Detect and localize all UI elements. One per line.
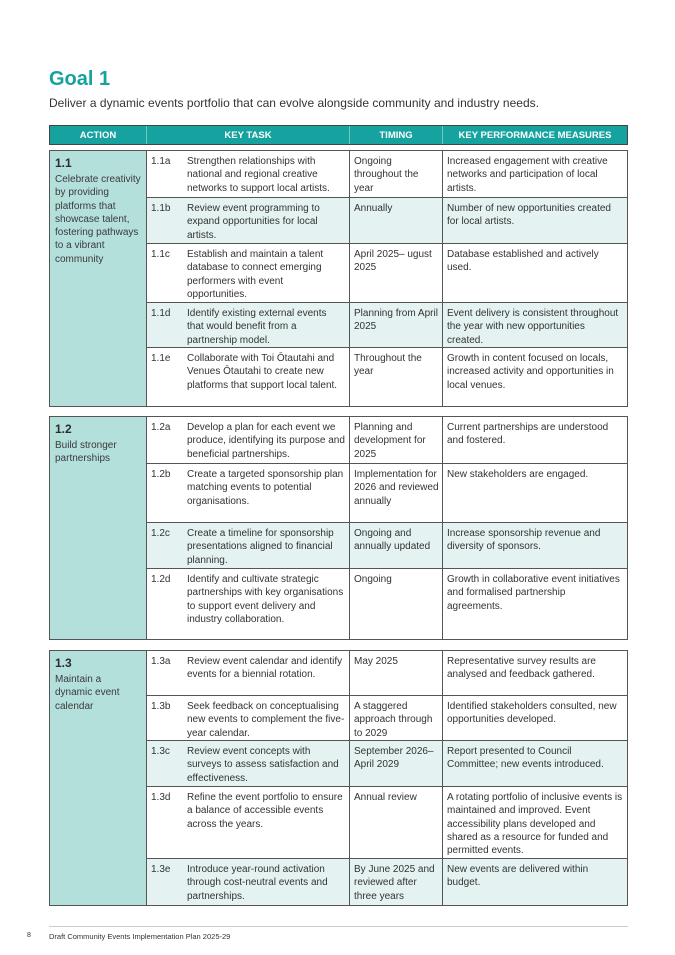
task-code: 1.1e: [151, 353, 171, 364]
task-code: 1.2c: [151, 528, 170, 539]
task-timing: Planning and development for 2025: [350, 417, 443, 463]
task-text: Introduce year-round activation through cost-neutral events and partnerships.: [185, 859, 350, 905]
task-text: Collaborate with Toi Ōtautahi and Venues Ōtautahi to create new platforms that support local talent.: [185, 348, 350, 406]
task-code: 1.1c: [151, 249, 170, 260]
page-number: 8: [27, 932, 31, 939]
action-description: Build stronger partnerships: [55, 440, 117, 465]
task-kpm: Report presented to Council Committee; new events introduced.: [447, 746, 604, 771]
task-timing: Ongoing: [350, 569, 443, 639]
task-text: Create a targeted sponsorship plan matching events to potential organisations.: [185, 464, 350, 522]
action-cell: [50, 417, 147, 639]
task-text: Identify existing external events that would benefit from a partnership model.: [185, 303, 350, 347]
task-timing: Ongoing throughout the year: [350, 151, 443, 197]
task-code: 1.1d: [151, 308, 171, 319]
table-row: [147, 302, 627, 347]
action-number: 1.2: [55, 422, 72, 436]
task-timing: Annually: [350, 198, 443, 243]
task-text: Review event programming to expand opportunities for local artists.: [185, 198, 350, 243]
goal-description: Deliver a dynamic events portfolio that can evolve alongside community and industry needs.: [49, 96, 540, 110]
task-text: Identify and cultivate strategic partnerships with key organisations to support event delivery and industry collaboration.: [185, 569, 350, 639]
task-text: Create a timeline for sponsorship presentations aligned to financial planning.: [185, 523, 350, 568]
task-timing: September 2026– April 2029: [350, 741, 443, 786]
table-row: [147, 695, 627, 740]
task-timing: Throughout the year: [350, 348, 443, 406]
task-text: Develop a plan for each event we produce, identifying its purpose and beneficial partnerships.: [185, 417, 350, 463]
goal-title: Goal 1: [49, 68, 111, 90]
table-row: [147, 463, 627, 522]
task-rows: [147, 651, 627, 905]
footer-doc-title: Draft Community Events Implementation Plan 2025-29: [49, 932, 231, 941]
table-row: [147, 786, 627, 858]
task-timing: April 2025– ugust 2025: [350, 244, 443, 302]
action-number: 1.1: [55, 156, 72, 170]
table-row: [147, 417, 627, 463]
task-kpm: Event delivery is consistent throughout the year with new opportunities created.: [447, 308, 619, 346]
action-description: Maintain a dynamic event calendar: [55, 674, 120, 712]
task-timing: By June 2025 and reviewed after three years: [350, 859, 443, 905]
task-timing: Planning from April 2025: [350, 303, 443, 347]
action-group-1-3: [49, 650, 628, 906]
task-text: Review event calendar and identify events for a biennial rotation.: [185, 651, 350, 695]
table-row: [147, 151, 627, 197]
action-cell: [50, 151, 147, 406]
task-kpm: Increase sponsorship revenue and diversity of sponsors.: [447, 528, 601, 553]
task-code: 1.3e: [151, 864, 171, 876]
task-code: 1.2a: [151, 422, 171, 433]
task-text: Refine the event portfolio to ensure a balance of accessible events across the years.: [185, 787, 350, 858]
task-kpm: Current partnerships are understood and fostered.: [447, 422, 609, 447]
action-number: 1.3: [55, 656, 72, 670]
task-timing: Annual review: [350, 787, 443, 858]
action-cell: [50, 651, 147, 905]
task-timing: May 2025: [350, 651, 443, 695]
task-kpm: New events are delivered within budget.: [447, 864, 589, 889]
table-row: [147, 522, 627, 568]
task-code: 1.1a: [151, 156, 171, 167]
table-row: [147, 197, 627, 243]
action-group-1-1: [49, 150, 628, 407]
task-code: 1.3c: [151, 746, 170, 758]
task-text: Review event concepts with surveys to assess satisfaction and effectiveness.: [185, 741, 350, 786]
task-code: 1.2b: [151, 469, 171, 480]
task-text: Seek feedback on conceptualising new events to complement the five-year calendar.: [185, 696, 350, 740]
task-code: 1.2d: [151, 574, 171, 585]
task-kpm: Number of new opportunities created for local artists.: [447, 203, 611, 228]
header-timing: TIMING: [350, 126, 443, 144]
task-code: 1.1b: [151, 203, 171, 214]
task-kpm: A rotating portfolio of inclusive events is maintained and improved. Event accessibility plans developed and shared as a resource for funded and permitted events.: [447, 792, 623, 857]
task-code: 1.3d: [151, 792, 171, 804]
task-text: Establish and maintain a talent database to connect emerging performers with event opportunities.: [185, 244, 350, 302]
task-kpm: New stakeholders are engaged.: [447, 469, 589, 480]
table-row: [147, 243, 627, 302]
task-rows: [147, 151, 627, 406]
table-row: [147, 651, 627, 695]
table-row: [147, 858, 627, 905]
header-key-task: KEY TASK: [147, 126, 350, 144]
table-row: [147, 347, 627, 406]
action-description: Celebrate creativity by providing platforms that showcase talent, fostering pathways to a vibrant community: [55, 174, 141, 265]
task-timing: A staggered approach through to 2029: [350, 696, 443, 740]
task-kpm: Increased engagement with creative networks and participation of local artists.: [447, 156, 608, 194]
task-rows: [147, 417, 627, 639]
table-row: [147, 568, 627, 639]
header-action: ACTION: [50, 126, 147, 144]
task-kpm: Identified stakeholders consulted, new opportunities developed.: [447, 701, 617, 726]
task-kpm: Database established and actively used.: [447, 249, 599, 274]
task-code: 1.3a: [151, 656, 171, 667]
footer-divider: [49, 926, 628, 927]
header-kpm: KEY PERFORMANCE MEASURES: [458, 130, 612, 141]
action-group-1-2: [49, 416, 628, 640]
task-kpm: Growth in collaborative event initiatives and formalised partnership agreements.: [447, 574, 620, 612]
task-timing: Implementation for 2026 and reviewed annually: [350, 464, 443, 522]
table-header: [49, 125, 628, 145]
task-kpm: Growth in content focused on locals, increased activity and opportunities in local venues.: [447, 353, 614, 391]
task-kpm: Representative survey results are analysed and feedback gathered.: [447, 656, 596, 681]
task-timing: Ongoing and annually updated: [350, 523, 443, 568]
task-code: 1.3b: [151, 701, 171, 713]
table-row: [147, 740, 627, 786]
task-text: Strengthen relationships with national and regional creative networks to support local artists.: [185, 151, 350, 197]
